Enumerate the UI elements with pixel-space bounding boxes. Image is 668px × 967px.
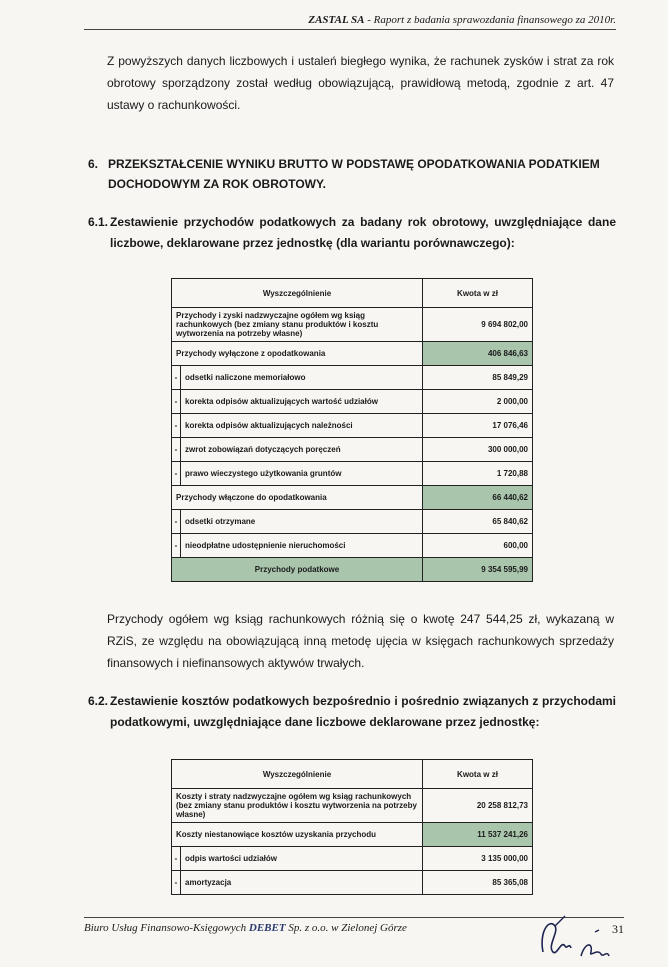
page-number: 31: [612, 922, 624, 936]
table-row: [172, 366, 533, 390]
row-amount: 2 000,00: [423, 390, 533, 414]
footer-suffix: Sp. z o.o. w Zielonej Górze: [285, 922, 407, 934]
row-label: amortyzacja: [181, 871, 423, 895]
row-amount: 85 849,29: [423, 366, 533, 390]
table-row: [172, 558, 533, 582]
table-row: [172, 390, 533, 414]
row-label: korekta odpisów aktualizujących należności: [181, 414, 423, 438]
row-label: Przychody wyłączone z opodatkowania: [172, 342, 423, 366]
section-6-2-number: 6.2.: [88, 694, 109, 708]
row-amount: 600,00: [423, 534, 533, 558]
cost-col-amount: Kwota w zł: [423, 760, 533, 789]
table-row: [172, 510, 533, 534]
row-label: prawo wieczystego użytkowania gruntów: [181, 462, 423, 486]
section-6-2-heading: [88, 691, 616, 733]
row-amount: 3 135 000,00: [423, 847, 533, 871]
dash-marker: -: [172, 534, 181, 558]
row-amount: 406 846,63: [423, 342, 533, 366]
row-label: odpis wartości udziałów: [181, 847, 423, 871]
table-row: [172, 414, 533, 438]
row-amount: 66 440,62: [423, 486, 533, 510]
footer-prefix: Biuro Usług Finansowo-Księgowych: [84, 922, 249, 934]
section-6-1-title: Zestawienie przychodów podatkowych za badany rok obrotowy, uwzględniające dane liczbowe, deklarowane przez jednostkę (dla wariantu porównawczego):: [110, 215, 616, 250]
row-label: korekta odpisów aktualizujących wartość udziałów: [181, 390, 423, 414]
revenue-col-amount: Kwota w zł: [423, 279, 533, 308]
row-amount: 20 258 812,73: [423, 789, 533, 823]
middle-paragraph: Przychody ogółem wg ksiąg rachunkowych różnią się o kwotę 247 544,25 zł, wykazaną w RZiS, ze względu na obowiązującą inną metodę ujęcia w księgach rachunkowych sprzedaży finansowych i niefinansowych aktywów trwałych.: [107, 612, 614, 670]
footer-firm: DEBET: [248, 922, 286, 934]
row-label: odsetki otrzymane: [181, 510, 423, 534]
row-amount: 11 537 241,26: [423, 823, 533, 847]
table-row: [172, 871, 533, 895]
row-label: Koszty i straty nadzwyczajne ogółem wg ksiąg rachunkowych (bez zmiany stanu produktów i kosztu wytworzenia na potrzeby własne): [172, 789, 423, 823]
cost-table: [171, 759, 533, 895]
dash-marker: -: [172, 366, 181, 390]
section-6-title: PRZEKSZTAŁCENIE WYNIKU BRUTTO W PODSTAWĘ OPODATKOWANIA PODATKIEM DOCHODOWYM ZA ROK OBROTOWY.: [108, 157, 600, 191]
table-row: [172, 534, 533, 558]
row-amount: 17 076,46: [423, 414, 533, 438]
row-amount: 9 694 802,00: [423, 308, 533, 342]
dash-marker: -: [172, 438, 181, 462]
table-row: [172, 823, 533, 847]
section-6-number: 6.: [88, 157, 99, 171]
row-amount: 65 840,62: [423, 510, 533, 534]
table-row: [172, 789, 533, 823]
header-subtitle: - Raport z badania sprawozdania finansowego za 2010r.: [364, 14, 616, 26]
table-row: [172, 486, 533, 510]
header-company: ZASTAL SA: [308, 14, 365, 26]
table-row: [172, 342, 533, 366]
row-label: odsetki naliczone memoriałowo: [181, 366, 423, 390]
dash-marker: -: [172, 414, 181, 438]
row-label: Koszty niestanowiące kosztów uzyskania przychodu: [172, 823, 423, 847]
section-6-2-title: Zestawienie kosztów podatkowych bezpośrednio i pośrednio związanych z przychodami podatkowymi, uwzględniające dane liczbowe deklarowane przez jednostkę:: [110, 694, 616, 729]
row-amount: 9 354 595,99: [423, 558, 533, 582]
row-label: zwrot zobowiązań dotyczących poręczeń: [181, 438, 423, 462]
table-row: [172, 462, 533, 486]
intro-paragraph: Z powyższych danych liczbowych i ustaleń biegłego wynika, że rachunek zysków i strat za rok obrotowy sporządzony został według obowiązującą, prawidłową metodą, zgodnie z art. 47 ustawy o rachunkowości.: [107, 54, 614, 112]
dash-marker: -: [172, 847, 181, 871]
dash-marker: -: [172, 462, 181, 486]
section-6-1-heading: [88, 212, 616, 254]
row-amount: 85 365,08: [423, 871, 533, 895]
page-header: [84, 14, 616, 30]
row-label: Przychody włączone do opodatkowania: [172, 486, 423, 510]
handwritten-signature: [535, 912, 615, 964]
revenue-table: [171, 278, 533, 582]
row-label: Przychody podatkowe: [172, 558, 423, 582]
row-label: nieodpłatne udostępnienie nieruchomości: [181, 534, 423, 558]
dash-marker: -: [172, 871, 181, 895]
table-row: [172, 438, 533, 462]
row-amount: 1 720,88: [423, 462, 533, 486]
table-row: [172, 308, 533, 342]
row-label: Przychody i zyski nadzwyczajne ogółem wg ksiąg rachunkowych (bez zmiany stanu produktów i kosztu wytworzenia na potrzeby własne): [172, 308, 423, 342]
section-6-1-number: 6.1.: [88, 215, 109, 229]
section-6-heading: [88, 154, 618, 194]
table-row: [172, 847, 533, 871]
cost-col-desc: Wyszczególnienie: [172, 760, 423, 789]
row-amount: 300 000,00: [423, 438, 533, 462]
dash-marker: -: [172, 390, 181, 414]
revenue-col-desc: Wyszczególnienie: [172, 279, 423, 308]
dash-marker: -: [172, 510, 181, 534]
